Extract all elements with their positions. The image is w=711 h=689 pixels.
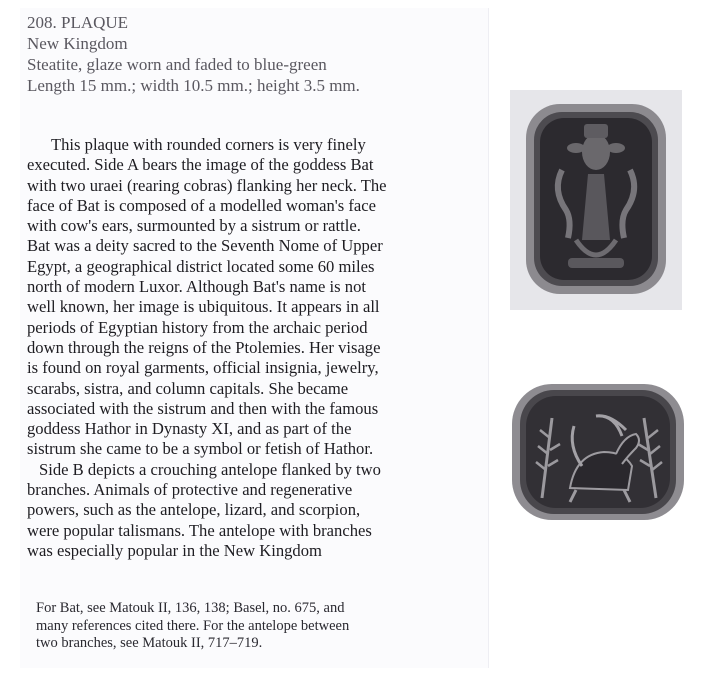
- description-line: branches. Animals of protective and regenerative: [27, 480, 353, 500]
- description-line: down through the reigns of the Ptolemies. Her visage: [27, 337, 381, 357]
- description-line: Side B depicts a crouching antelope flanked by two: [39, 459, 381, 479]
- description-line: Egypt, a geographical district located some 60 miles: [27, 256, 375, 276]
- entry-title: 208. PLAQUE: [27, 13, 129, 32]
- description-line: scarabs, sistra, and column capitals. She became: [27, 378, 349, 398]
- description-line: executed. Side A bears the image of the goddess Bat: [27, 155, 374, 175]
- description-line: associated with the sistrum and then with the famous: [27, 398, 379, 418]
- entry-material: Steatite, glaze worn and faded to blue-green: [27, 55, 327, 74]
- description-line: face of Bat is composed of a modelled woman's face: [27, 195, 377, 215]
- description-line: with cow's ears, surmounted by a sistrum or rattle.: [27, 216, 361, 236]
- description-line: north of modern Luxor. Although Bat's name is not: [27, 277, 366, 297]
- catalogue-entry-header: [27, 12, 360, 96]
- description-line: is found on royal garments, official insignia, jewelry,: [27, 358, 379, 378]
- description-line: well known, her image is ubiquitous. It appears in all: [27, 297, 380, 317]
- reference-line: For Bat, see Matouk II, 136, 138; Basel, no. 675, and: [36, 600, 345, 616]
- description-line: was especially popular in the New Kingdom: [27, 540, 322, 560]
- description-line: sistrum she came to be a symbol or fetish of Hathor.: [27, 439, 374, 459]
- bibliography-notes: [36, 600, 466, 653]
- plaque-side-b-photo: [506, 370, 690, 530]
- description-line: This plaque with rounded corners is very finely: [51, 135, 366, 154]
- description-line: powers, such as the antelope, lizard, and scorpion,: [27, 500, 361, 520]
- description-line: with two uraei (rearing cobras) flanking her neck. The: [27, 175, 387, 195]
- description-line: Bat was a deity sacred to the Seventh Nome of Upper: [27, 236, 383, 256]
- description-line: were popular talismans. The antelope with branches: [27, 520, 372, 540]
- entry-description: [27, 135, 467, 561]
- reference-line: two branches, see Matouk II, 717–719.: [36, 635, 263, 651]
- entry-period: New Kingdom: [27, 34, 128, 53]
- description-line: periods of Egyptian history from the archaic period: [27, 317, 368, 337]
- description-line: goddess Hathor in Dynasty XI, and as part of the: [27, 419, 352, 439]
- reference-line: many references cited there. For the antelope between: [36, 617, 350, 634]
- entry-dimensions: Length 15 mm.; width 10.5 mm.; height 3.5 mm.: [27, 76, 360, 95]
- plaque-side-a-photo: [510, 90, 682, 310]
